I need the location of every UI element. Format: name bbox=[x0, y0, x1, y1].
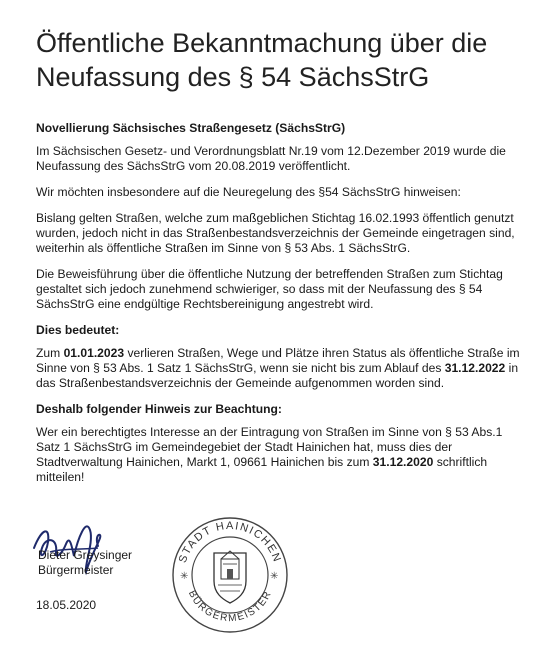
paragraph-publication: Im Sächsischen Gesetz- und Verordnungsblatt Nr.19 vom 12.Dezember 2019 wurde die Neufassung des SächsStrG vom 20.08.2019 veröffentlicht. bbox=[36, 144, 506, 173]
signatory-name: Dieter Greysinger bbox=[38, 548, 133, 562]
seal-bottom-text: BÜRGERMEISTER bbox=[185, 588, 275, 625]
seal-star-left: ✳ bbox=[180, 571, 189, 582]
paragraph-meaning: Zum 01.01.2023 verlieren Straßen, Wege und Plätze ihren Status als öffentliche Straße im Sinne von § 53 Abs. 1 Satz 1 SächsStrG, wenn sie nicht bis zum Ablauf des 31.12.2022 in das Straßenbestandsverzeichnis der Gemeinde aufgenommen worden sind. bbox=[36, 346, 520, 390]
paragraph-notice: Wer ein berechtigtes Interesse an der Eintragung von Straßen im Sinne von § 53 Abs.1 Satz 1 SächsStrG im Gemeindegebiet der Stadt Hainichen hat, muss dies der Stadtverwaltung Hainichen, Markt 1, 09661 Hainichen bis zum 31.12.2020 schriftlich mitteilen! bbox=[36, 425, 503, 484]
deadline-date-2022: 31.12.2022 bbox=[444, 361, 506, 375]
heading-meaning: Dies bedeutet: bbox=[36, 323, 120, 337]
signature-block bbox=[28, 508, 188, 588]
seal-top-text: STADT HAINICHEN bbox=[176, 519, 284, 565]
paragraph-intro: Wir möchten insbesondere auf die Neuregelung des §54 SächsStrG hinweisen: bbox=[36, 185, 461, 199]
paragraph-current-rule: Bislang gelten Straßen, welche zum maßgeblichen Stichtag 16.02.1993 öffentlich genutzt wurden, jedoch nicht in das Straßenbestandsverzeichnis der Gemeinde eingetragen sind, weiterhin als öffentliche Straßen im Sinne von § 53 Abs. 1 SächsStrG. bbox=[36, 211, 515, 255]
coat-of-arms-icon bbox=[214, 551, 246, 603]
official-seal bbox=[170, 515, 290, 635]
notice-body bbox=[36, 121, 528, 496]
deadline-date-2020: 31.12.2020 bbox=[372, 455, 434, 469]
svg-text:BÜRGERMEISTER bbox=[186, 589, 274, 624]
heading-notice: Deshalb folgender Hinweis zur Beachtung: bbox=[36, 402, 282, 416]
title-line-1: Öffentliche Bekanntmachung über die bbox=[36, 28, 488, 58]
signatory bbox=[38, 548, 132, 578]
deadline-date-2023: 01.01.2023 bbox=[63, 346, 125, 360]
issue-date: 18.05.2020 bbox=[36, 598, 97, 612]
signatory-role: Bürgermeister bbox=[38, 563, 114, 577]
title-line-2: Neufassung des § 54 SächsStrG bbox=[36, 62, 430, 92]
seal-star-right: ✳ bbox=[270, 571, 279, 582]
page-title bbox=[36, 26, 536, 94]
svg-text:STADT HAINICHEN bbox=[177, 520, 283, 565]
subtitle: Novellierung Sächsisches Straßengesetz (SächsStrG) bbox=[36, 121, 346, 135]
paragraph-evidence: Die Beweisführung über die öffentliche Nutzung der betreffenden Straßen zum Stichtag gestaltet sich jedoch zunehmend schwieriger, so dass mit der Neufassung des § 54 SächsStrG eine endgültige Rechtsbereinigung angestrebt wird. bbox=[36, 267, 503, 311]
